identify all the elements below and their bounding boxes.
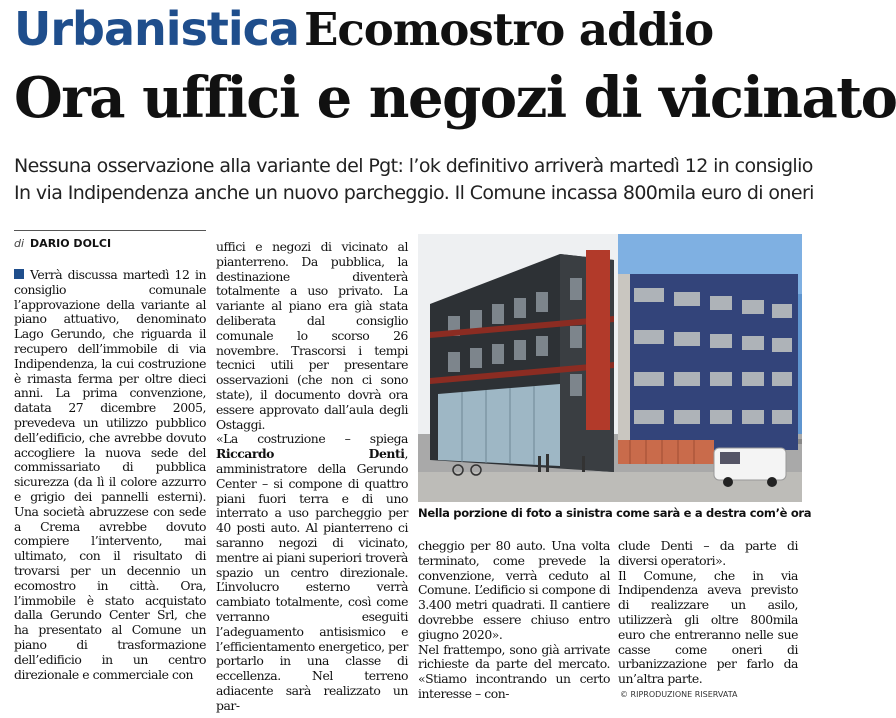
- copyright-notice: © RIPRODUZIONE RISERVATA: [620, 690, 738, 699]
- section-kicker: Urbanistica: [14, 2, 299, 56]
- headline-line-1: [14, 2, 714, 56]
- article-column-3: [418, 539, 610, 702]
- article-col3-paragraph-1: cheggio per 80 auto. Una volta terminato, come prevede la convenzione, verrà ceduto al Comune. L’edificio si compone di 3.400 metri quadrati. Il cantiere dovrebbe essere chiuso entro giugno 2020».: [418, 538, 610, 642]
- photo-caption: Nella porzione di foto a sinistra come sarà e a destra com’è ora: [418, 506, 812, 520]
- headline-title-part-2: Ora uffici e negozi di vicinato: [14, 65, 896, 131]
- article-col2-text: , amministratore della Gerundo Center – si compone di quattro piani fuori terra e di uno interrato a uso parcheggio per 40 posti auto. Al pianterreno ci saranno negozi di vicinato, mentre ai piani superiori troverà spazio un centro direzionale. L’involucro esterno verrà cambiato totalmente, così come verranno eseguiti l’adeguamento antisismico e l’efficientamento energetico, per portarlo in una classe di eccellenza. Nel terreno adiacente sarà realizzato un par-: [216, 446, 408, 713]
- article-col4-paragraph-1: clude Denti – da parte di diversi operatori».: [618, 538, 798, 568]
- article-start-square-icon: [14, 269, 24, 279]
- building-photo: [418, 234, 802, 502]
- article-col2-paragraph-1: uffici e negozi di vicinato al pianterreno. Da pubblica, la destinazione diventerà totalmente a uso privato. La variante al piano era già stata deliberata dal consiglio comunale lo scorso 26 novembre. Trascorsi i tempi tecnici utili per presentare osservazioni (che non ci sono state), il documento dovrà ora essere approvato dall’aula degli Ostaggi.: [216, 239, 408, 432]
- quote-open: «La costruzione – spiega: [216, 431, 408, 447]
- byline-prefix: di: [14, 237, 25, 250]
- article-col2-paragraph-2: [216, 432, 408, 713]
- byline-author: DARIO DOLCI: [30, 237, 112, 250]
- byline: [14, 238, 111, 249]
- headline-title-part-1: Ecomostro addio: [304, 3, 714, 56]
- article-column-4: [618, 539, 798, 687]
- article-column-2: [216, 240, 408, 714]
- article-col4-paragraph-2: Il Comune, che in via Indipendenza aveva previsto di realizzare un asilo, utilizzerà gli oltre 800mila euro che entreranno nelle sue casse come oneri di urbanizzazione per farlo da un’altra parte.: [618, 567, 798, 687]
- subheadline-line-1: Nessuna osservazione alla variante del Pgt: l’ok definitivo arriverà martedì 12 in consiglio: [14, 155, 813, 177]
- subheadline-line-2: In via Indipendenza anche un nuovo parcheggio. Il Comune incassa 800mila euro di oneri: [14, 182, 814, 204]
- article-col3-paragraph-2: Nel frattempo, sono già arrivate richieste da parte del mercato. «Stiamo incontrando un certo interesse – con-: [418, 641, 610, 701]
- quoted-person-name: Riccardo Denti: [216, 446, 405, 462]
- article-column-1: [14, 268, 206, 682]
- article-col1-text: Verrà discussa martedì 12 in consiglio comunale l’approvazione della variante al piano attuativo, denominato Lago Gerundo, che riguarda il recupero dell’immobile di via Indipendenza, la cui costruzione è rimasta ferma per oltre dieci anni. La prima convenzione, datata 27 dicembre 2005, prevedeva un utilizzo pubblico dell’edificio, che avrebbe dovuto accogliere la nuova sede del commissariato di pubblica sicurezza (da lì il colore azzurro e grigio dei pannelli esterni). Una società abruzzese con sede a Crema avrebbe dovuto compiere l’intervento, mai ultimato, con il risultato di trovarsi per un decennio un ecomostro in città. Ora, l’immobile è stato acquistato dalla Gerundo Center Srl, che ha presentato al Comune un piano di trasformazione dell’edificio in un centro direzionale e commerciale con: [14, 267, 206, 682]
- byline-divider: [14, 230, 206, 231]
